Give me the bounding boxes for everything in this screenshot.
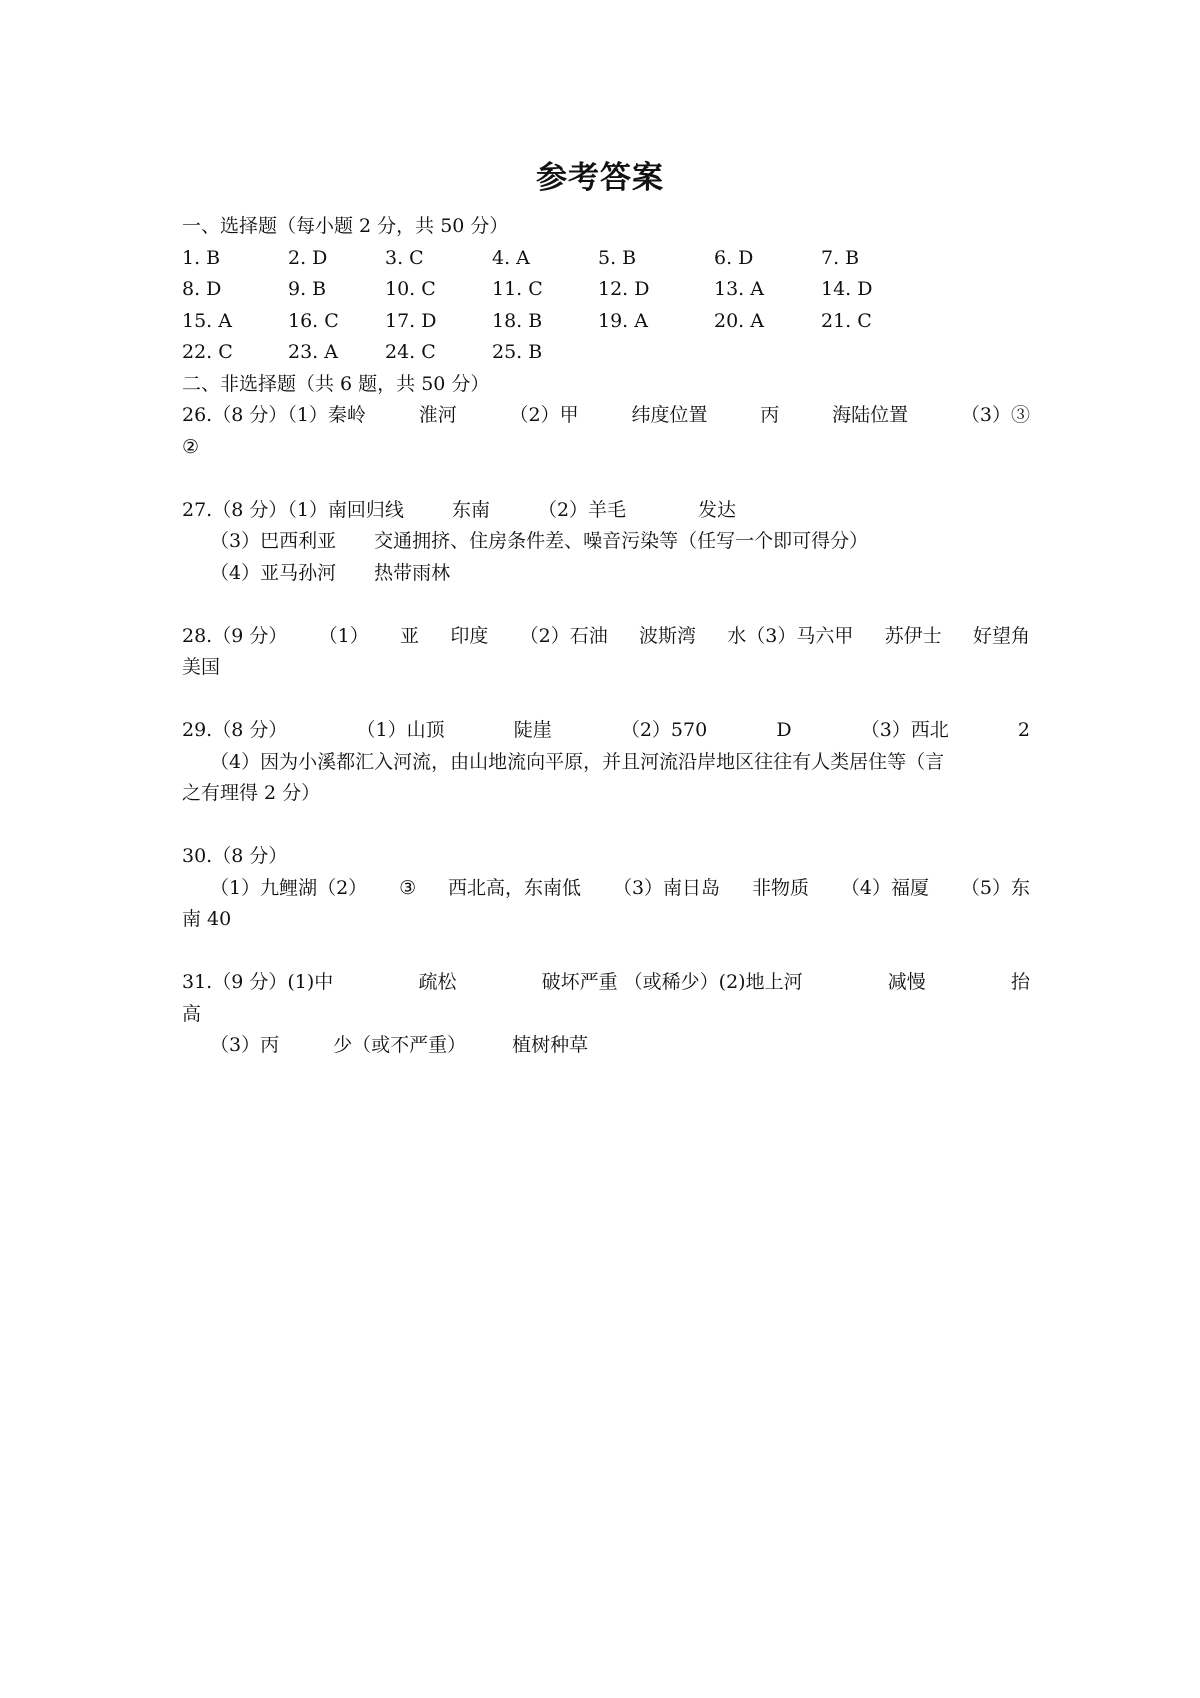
answer-part: 2 [1017, 719, 1030, 741]
answer-part: 纬度位置 [631, 404, 708, 426]
answer-part: 27.（8 分）（1）南回归线 [182, 498, 404, 521]
answer-content [182, 211, 1030, 1062]
choice-row-2 [182, 274, 1030, 306]
section2-heading: 二、非选择题（共 6 题，共 50 分） [182, 372, 490, 395]
q26-line1 [182, 400, 1030, 432]
answer-part: （3）丙 [210, 1034, 280, 1056]
spacer [182, 589, 1030, 621]
choice-row-3 [182, 306, 1030, 338]
answer-part: 东南 [451, 498, 490, 521]
answer-part: 热带雨林 [374, 561, 451, 584]
answer-part: （3）南日岛 [612, 876, 721, 899]
choice-answer: 17. D [385, 309, 437, 332]
answer-part: （2）570 [620, 719, 708, 741]
choice-answer: 22. C [182, 341, 233, 363]
q28-line1 [182, 621, 1030, 653]
answer-part: （3）③ [960, 404, 1030, 426]
answer-part: 疏松 [418, 971, 457, 993]
choice-answer: 11. C [492, 278, 543, 300]
choice-answer: 14. D [821, 278, 873, 300]
answer-part: 水（3）马六甲 [727, 624, 854, 647]
q26-line2: ② [182, 435, 200, 458]
spacer [182, 463, 1030, 495]
q31-line3 [182, 1030, 1030, 1062]
q28-line2: 美国 [182, 656, 221, 678]
choice-row-4 [182, 337, 1030, 369]
choice-answer: 9. B [288, 278, 327, 300]
answer-part: 抬 [1010, 971, 1030, 993]
choice-answer: 25. B [492, 341, 543, 363]
answer-part: 31.（9 分）(1)中 [182, 971, 334, 993]
spacer [182, 810, 1030, 842]
choice-answer: 12. D [598, 278, 650, 300]
q29-line3: 之有理得 2 分） [182, 782, 321, 804]
answer-part: （3）西北 [860, 719, 949, 741]
q31-line1 [182, 967, 1030, 999]
choice-answer: 2. D [288, 246, 328, 269]
answer-part: 亚 [400, 624, 420, 647]
answer-part: 发达 [698, 498, 737, 521]
choice-answer: 13. A [714, 278, 764, 300]
answer-part: 丙 [760, 404, 780, 426]
answer-part: 好望角 [972, 624, 1030, 647]
answer-part: 印度 [450, 624, 489, 647]
answer-part: 苏伊士 [884, 624, 942, 647]
answer-part: 28.（9 分） [182, 624, 288, 647]
answer-part: （2）甲 [509, 404, 579, 426]
spacer [182, 936, 1030, 968]
choice-answer: 21. C [821, 309, 872, 332]
q27-line2 [182, 526, 1030, 558]
page-title: 参考答案 [536, 160, 664, 196]
q29-line2: （4）因为小溪都汇入河流，由山地流向平原，并且河流沿岸地区往往有人类居住等（言 [210, 750, 945, 773]
choice-answer: 3. C [385, 246, 424, 269]
choice-answer: 20. A [714, 309, 764, 332]
answer-part: 海陆位置 [832, 404, 909, 426]
answer-part: 植树种草 [512, 1034, 589, 1056]
choice-answer: 10. C [385, 278, 436, 300]
answer-part: （2）羊毛 [537, 498, 627, 521]
answer-part: 少（或不严重） [333, 1034, 467, 1056]
answer-part: （2）石油 [519, 624, 608, 647]
choice-answer: 24. C [385, 341, 436, 363]
spacer [182, 684, 1030, 716]
choice-answer: 5. B [598, 246, 637, 269]
answer-part: （4）亚马孙河 [210, 561, 337, 584]
choice-answer: 15. A [182, 309, 232, 332]
answer-part: 波斯湾 [638, 624, 696, 647]
q30-line3: 南 40 [182, 908, 232, 930]
choice-answer: 8. D [182, 278, 222, 300]
answer-part: （1）九鲤湖（2） [210, 876, 368, 899]
choice-row-1 [182, 243, 1030, 275]
answer-part: 破坏严重 （或稀少）(2)地上河 [541, 971, 803, 993]
answer-part: 减慢 [887, 971, 926, 993]
answer-part: （1）山顶 [356, 719, 445, 741]
answer-part: （4）福厦 [840, 876, 929, 899]
q30-line2 [182, 873, 1030, 905]
answer-part: 26.（8 分）（1）秦岭 [182, 404, 366, 426]
answer-part: 非物质 [751, 876, 809, 899]
answer-part: 淮河 [418, 404, 457, 426]
answer-part: 29.（8 分） [182, 719, 288, 741]
answer-part: ③ [399, 876, 417, 899]
q31-line2: 高 [182, 1002, 202, 1025]
q30-line1: 30.（8 分） [182, 845, 288, 867]
choice-answer: 1. B [182, 246, 221, 269]
choice-answer: 6. D [714, 246, 754, 269]
q29-line1 [182, 715, 1030, 747]
choice-answer: 16. C [288, 309, 339, 332]
choice-answer: 4. A [492, 246, 530, 269]
q27-line1 [182, 495, 1030, 527]
choice-answer: 19. A [598, 309, 648, 332]
choice-answer: 18. B [492, 309, 543, 332]
answer-part: （5）东 [960, 876, 1030, 899]
answer-part: 陡崖 [513, 719, 552, 741]
answer-part: 交通拥挤、住房条件差、噪音污染等（任写一个即可得分） [374, 530, 869, 552]
answer-part: 西北高，东南低 [448, 876, 582, 899]
answer-part: （1） [318, 624, 369, 647]
answer-part: （3）巴西利亚 [210, 530, 337, 552]
q27-line3 [182, 558, 1030, 590]
choice-answer: 7. B [821, 246, 860, 269]
section1-heading: 一、选择题（每小题 2 分，共 50 分） [182, 215, 509, 237]
choice-answer: 23. A [288, 341, 338, 363]
answer-part: D [776, 719, 792, 741]
